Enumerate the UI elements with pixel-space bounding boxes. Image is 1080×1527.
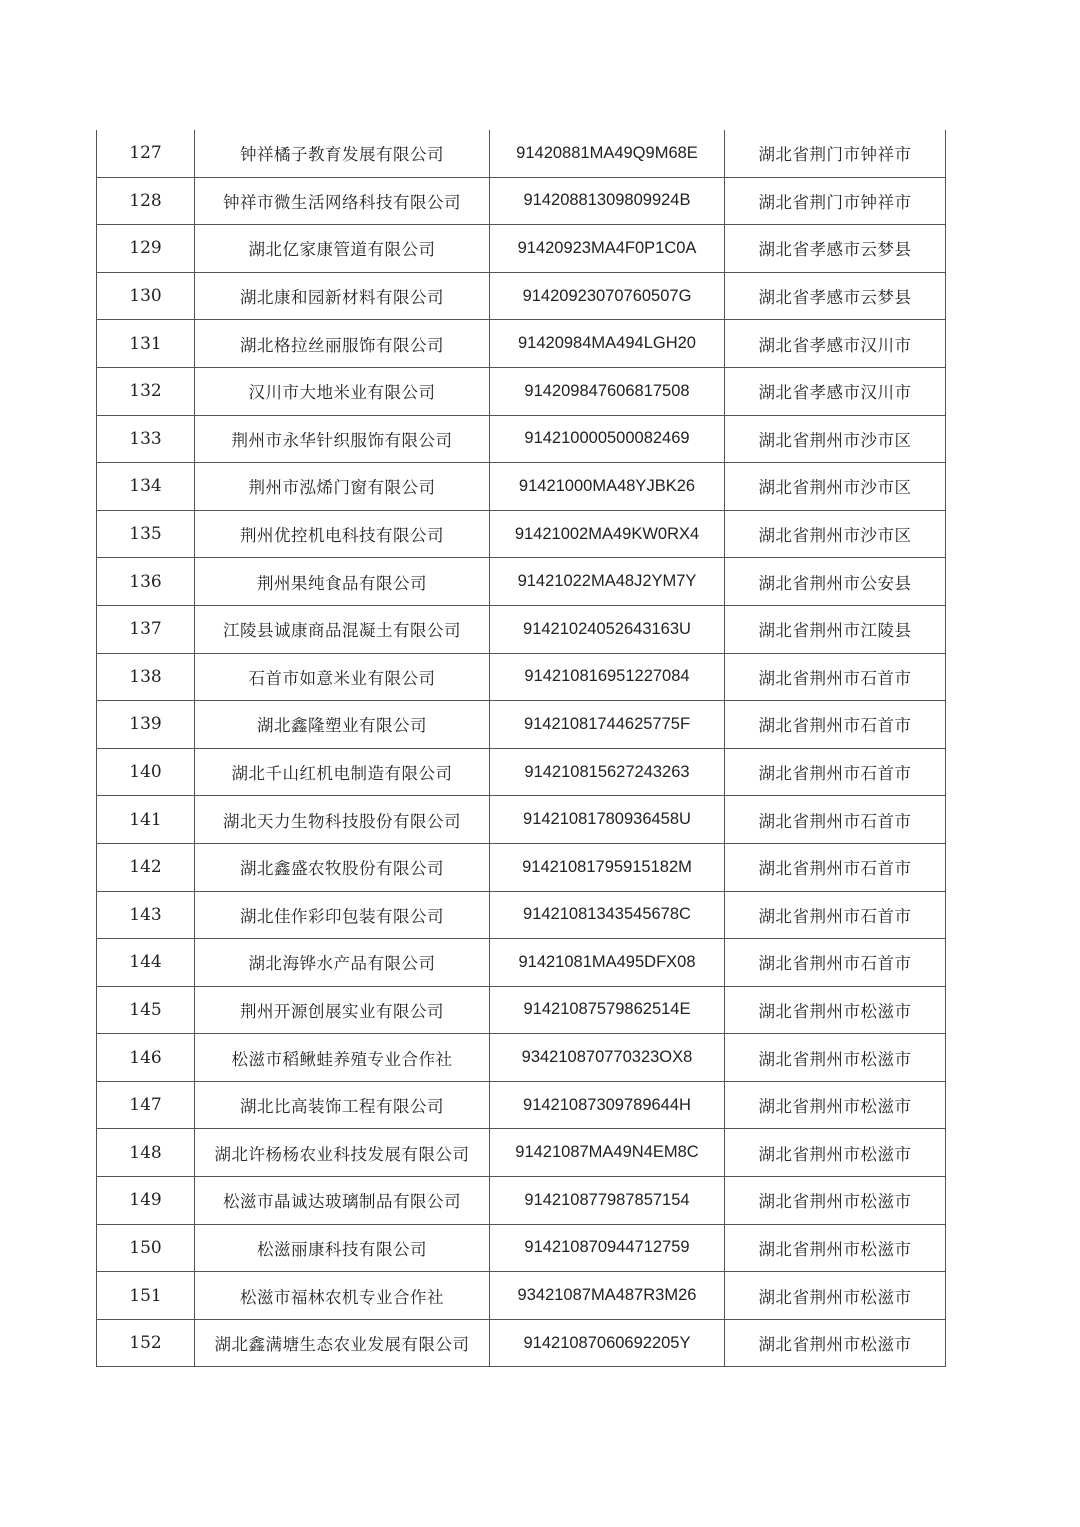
row-number: 136 bbox=[97, 558, 195, 606]
credit-code: 91421002MA49KW0RX4 bbox=[490, 510, 725, 558]
company-name: 汉川市大地米业有限公司 bbox=[195, 367, 490, 415]
table-row bbox=[97, 986, 946, 1034]
credit-code: 914210815627243263 bbox=[490, 748, 725, 796]
table-row bbox=[97, 272, 946, 320]
row-number: 151 bbox=[97, 1272, 195, 1320]
company-name: 松滋市福林农机专业合作社 bbox=[195, 1272, 490, 1320]
region: 湖北省孝感市云梦县 bbox=[725, 225, 946, 273]
row-number: 148 bbox=[97, 1129, 195, 1177]
table-row bbox=[97, 177, 946, 225]
company-name: 湖北千山红机电制造有限公司 bbox=[195, 748, 490, 796]
credit-code: 91421024052643163U bbox=[490, 605, 725, 653]
table-row bbox=[97, 558, 946, 606]
company-name: 荆州果纯食品有限公司 bbox=[195, 558, 490, 606]
credit-code: 91421081780936458U bbox=[490, 796, 725, 844]
credit-code: 91421087MA49N4EM8C bbox=[490, 1129, 725, 1177]
region: 湖北省荆州市石首市 bbox=[725, 701, 946, 749]
table-row bbox=[97, 130, 946, 177]
region: 湖北省荆州市松滋市 bbox=[725, 1177, 946, 1225]
table-row bbox=[97, 1272, 946, 1320]
company-name: 湖北鑫满塘生态农业发展有限公司 bbox=[195, 1319, 490, 1367]
table-row bbox=[97, 701, 946, 749]
region: 湖北省荆州市松滋市 bbox=[725, 1224, 946, 1272]
table-row bbox=[97, 939, 946, 987]
table-row bbox=[97, 320, 946, 368]
company-name: 湖北天力生物科技股份有限公司 bbox=[195, 796, 490, 844]
region: 湖北省荆州市公安县 bbox=[725, 558, 946, 606]
table-row bbox=[97, 1319, 946, 1367]
company-list-table bbox=[96, 130, 946, 1367]
credit-code: 914209847606817508 bbox=[490, 367, 725, 415]
region: 湖北省荆州市松滋市 bbox=[725, 986, 946, 1034]
row-number: 134 bbox=[97, 463, 195, 511]
row-number: 152 bbox=[97, 1319, 195, 1367]
company-name: 荆州市泓烯门窗有限公司 bbox=[195, 463, 490, 511]
credit-code: 91421000MA48YJBK26 bbox=[490, 463, 725, 511]
company-name: 湖北佳作彩印包装有限公司 bbox=[195, 891, 490, 939]
table-row bbox=[97, 1081, 946, 1129]
row-number: 140 bbox=[97, 748, 195, 796]
row-number: 150 bbox=[97, 1224, 195, 1272]
credit-code: 91420984MA494LGH20 bbox=[490, 320, 725, 368]
table-row bbox=[97, 415, 946, 463]
table-row bbox=[97, 605, 946, 653]
credit-code: 91421022MA48J2YM7Y bbox=[490, 558, 725, 606]
credit-code: 91421081343545678C bbox=[490, 891, 725, 939]
company-name: 湖北许杨杨农业科技发展有限公司 bbox=[195, 1129, 490, 1177]
credit-code: 914210816951227084 bbox=[490, 653, 725, 701]
row-number: 149 bbox=[97, 1177, 195, 1225]
table-row bbox=[97, 891, 946, 939]
row-number: 129 bbox=[97, 225, 195, 273]
table-row bbox=[97, 1224, 946, 1272]
credit-code: 91421087060692205Y bbox=[490, 1319, 725, 1367]
row-number: 142 bbox=[97, 843, 195, 891]
credit-code: 91420923MA4F0P1C0A bbox=[490, 225, 725, 273]
company-name: 湖北比高装饰工程有限公司 bbox=[195, 1081, 490, 1129]
table-row bbox=[97, 463, 946, 511]
credit-code: 91421087309789644H bbox=[490, 1081, 725, 1129]
row-number: 146 bbox=[97, 1034, 195, 1082]
table-row bbox=[97, 510, 946, 558]
company-name: 荆州开源创展实业有限公司 bbox=[195, 986, 490, 1034]
credit-code: 91421081744625775F bbox=[490, 701, 725, 749]
region: 湖北省孝感市汉川市 bbox=[725, 367, 946, 415]
region: 湖北省荆州市江陵县 bbox=[725, 605, 946, 653]
region: 湖北省荆门市钟祥市 bbox=[725, 130, 946, 177]
region: 湖北省荆州市松滋市 bbox=[725, 1081, 946, 1129]
region: 湖北省荆门市钟祥市 bbox=[725, 177, 946, 225]
row-number: 132 bbox=[97, 367, 195, 415]
credit-code: 914210877987857154 bbox=[490, 1177, 725, 1225]
row-number: 131 bbox=[97, 320, 195, 368]
region: 湖北省荆州市松滋市 bbox=[725, 1034, 946, 1082]
region: 湖北省荆州市石首市 bbox=[725, 748, 946, 796]
region: 湖北省孝感市汉川市 bbox=[725, 320, 946, 368]
credit-code: 91420923070760507G bbox=[490, 272, 725, 320]
row-number: 144 bbox=[97, 939, 195, 987]
company-name: 湖北海铧水产品有限公司 bbox=[195, 939, 490, 987]
table-body bbox=[97, 130, 946, 1367]
row-number: 139 bbox=[97, 701, 195, 749]
company-name: 湖北鑫盛农牧股份有限公司 bbox=[195, 843, 490, 891]
table-row bbox=[97, 1177, 946, 1225]
row-number: 130 bbox=[97, 272, 195, 320]
credit-code: 93421087MA487R3M26 bbox=[490, 1272, 725, 1320]
company-name: 荆州市永华针织服饰有限公司 bbox=[195, 415, 490, 463]
credit-code: 914210870944712759 bbox=[490, 1224, 725, 1272]
region: 湖北省孝感市云梦县 bbox=[725, 272, 946, 320]
region: 湖北省荆州市石首市 bbox=[725, 796, 946, 844]
table-row bbox=[97, 653, 946, 701]
region: 湖北省荆州市松滋市 bbox=[725, 1129, 946, 1177]
region: 湖北省荆州市松滋市 bbox=[725, 1319, 946, 1367]
row-number: 137 bbox=[97, 605, 195, 653]
row-number: 127 bbox=[97, 130, 195, 177]
row-number: 133 bbox=[97, 415, 195, 463]
company-name: 湖北鑫隆塑业有限公司 bbox=[195, 701, 490, 749]
company-name: 石首市如意米业有限公司 bbox=[195, 653, 490, 701]
region: 湖北省荆州市石首市 bbox=[725, 891, 946, 939]
credit-code: 914210000500082469 bbox=[490, 415, 725, 463]
table-row bbox=[97, 367, 946, 415]
company-name: 湖北格拉丝丽服饰有限公司 bbox=[195, 320, 490, 368]
row-number: 128 bbox=[97, 177, 195, 225]
table-row bbox=[97, 1034, 946, 1082]
region: 湖北省荆州市石首市 bbox=[725, 939, 946, 987]
row-number: 147 bbox=[97, 1081, 195, 1129]
region: 湖北省荆州市沙市区 bbox=[725, 510, 946, 558]
credit-code: 91420881MA49Q9M68E bbox=[490, 130, 725, 177]
company-name: 荆州优控机电科技有限公司 bbox=[195, 510, 490, 558]
credit-code: 91421081MA495DFX08 bbox=[490, 939, 725, 987]
row-number: 143 bbox=[97, 891, 195, 939]
credit-code: 91421087579862514E bbox=[490, 986, 725, 1034]
credit-code: 91421081795915182M bbox=[490, 843, 725, 891]
row-number: 135 bbox=[97, 510, 195, 558]
row-number: 145 bbox=[97, 986, 195, 1034]
table-row bbox=[97, 748, 946, 796]
row-number: 141 bbox=[97, 796, 195, 844]
company-name: 松滋市晶诚达玻璃制品有限公司 bbox=[195, 1177, 490, 1225]
company-name: 钟祥橘子教育发展有限公司 bbox=[195, 130, 490, 177]
table-row bbox=[97, 843, 946, 891]
table-row bbox=[97, 1129, 946, 1177]
region: 湖北省荆州市沙市区 bbox=[725, 415, 946, 463]
region: 湖北省荆州市松滋市 bbox=[725, 1272, 946, 1320]
table-row bbox=[97, 796, 946, 844]
region: 湖北省荆州市石首市 bbox=[725, 653, 946, 701]
company-name: 钟祥市微生活网络科技有限公司 bbox=[195, 177, 490, 225]
credit-code: 91420881309809924B bbox=[490, 177, 725, 225]
company-name: 松滋丽康科技有限公司 bbox=[195, 1224, 490, 1272]
company-name: 湖北康和园新材料有限公司 bbox=[195, 272, 490, 320]
company-name: 湖北亿家康管道有限公司 bbox=[195, 225, 490, 273]
table-row bbox=[97, 225, 946, 273]
region: 湖北省荆州市沙市区 bbox=[725, 463, 946, 511]
credit-code: 934210870770323OX8 bbox=[490, 1034, 725, 1082]
company-name: 江陵县诚康商品混凝土有限公司 bbox=[195, 605, 490, 653]
row-number: 138 bbox=[97, 653, 195, 701]
company-name: 松滋市稻鳅蛙养殖专业合作社 bbox=[195, 1034, 490, 1082]
region: 湖北省荆州市石首市 bbox=[725, 843, 946, 891]
